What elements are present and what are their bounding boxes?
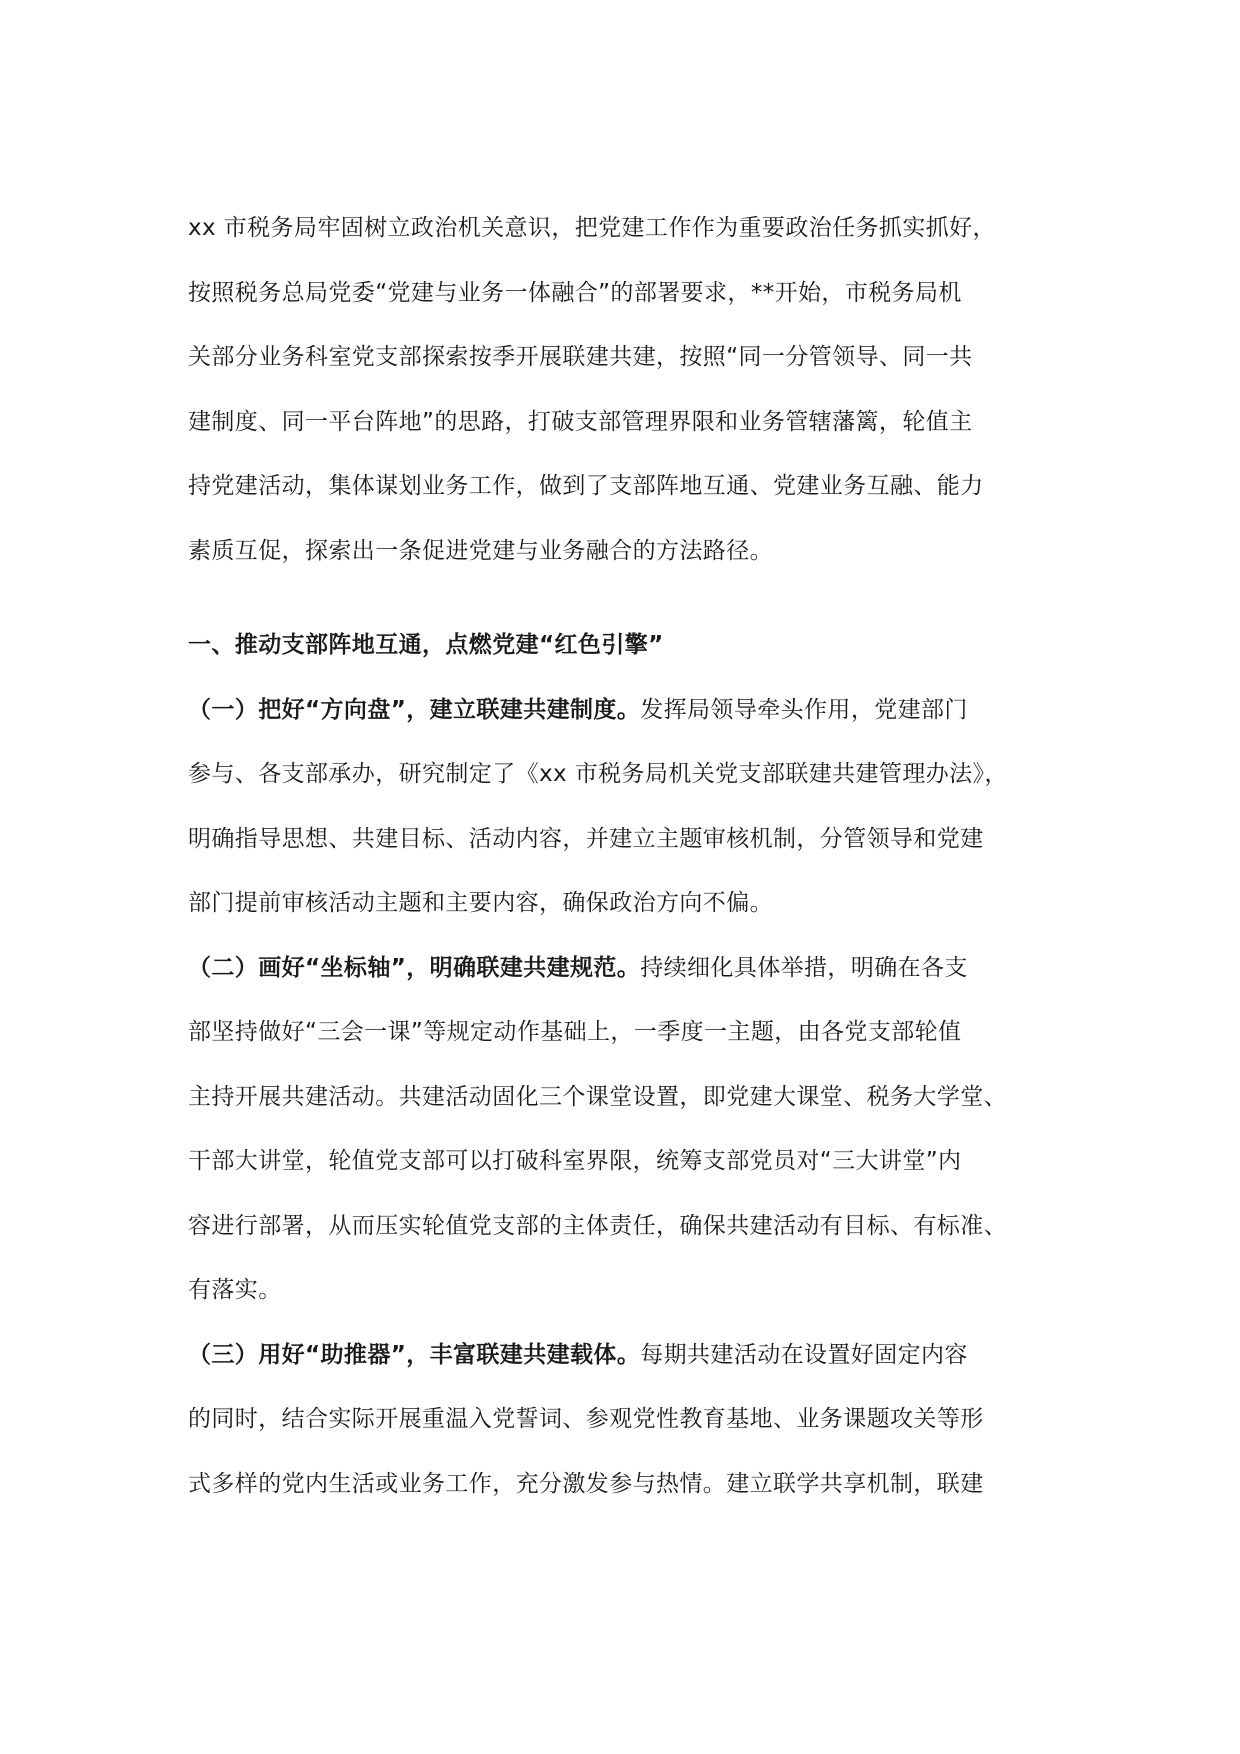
section-heading: 一、推动支部阵地互通，点燃党建“红色引擎” (188, 632, 664, 658)
text-line: 按照税务总局党委“党建与业务一体融合”的部署要求，**开始，市税务局机 (188, 279, 962, 306)
text-line: 部门提前审核活动主题和主要内容，确保政治方向不偏。 (188, 890, 773, 916)
item-2-text: 持续细化具体举措，明确在各支 (640, 954, 968, 981)
text-line: xx 市税务局牢固树立政治机关意识，把党建工作作为重要政治任务抓实抓好， (188, 215, 996, 241)
item-1-heading: （一）把好“方向盘”，建立联建共建制度。 (188, 696, 641, 723)
text-line: 主持开展共建活动。共建活动固化三个课堂设置，即党建大课堂、税务大学堂、 (188, 1083, 1007, 1110)
text-line: 干部大讲堂，轮值党支部可以打破科室界限，统筹支部党员对“三大讲堂”内 (188, 1148, 962, 1174)
item-2-paragraph (188, 936, 1058, 1323)
text-line: 部坚持做好“三会一课”等规定动作基础上，一季度一主题，由各党支部轮值 (188, 1019, 962, 1045)
text-line (188, 936, 1058, 1001)
intro-paragraph (188, 196, 1058, 583)
text-line (188, 1323, 1058, 1388)
text-line (188, 678, 1058, 743)
text-line: 容进行部署，从而压实轮值党支部的主体责任，确保共建活动有目标、有标准、 (188, 1212, 1007, 1239)
document-body (188, 196, 1058, 1516)
item-1-paragraph (188, 678, 1058, 936)
item-3-text: 每期共建活动在设置好固定内容 (640, 1341, 968, 1368)
text-line: 关部分业务科室党支部探索按季开展联建共建，按照“同一分管领导、同一共 (188, 344, 973, 370)
item-3-paragraph (188, 1323, 1058, 1517)
item-1-text: 发挥局领导牵头作用，党建部门 (640, 696, 968, 723)
text-line: 有落实。 (188, 1277, 282, 1303)
text-line: 素质互促，探索出一条促进党建与业务融合的方法路径。 (188, 537, 773, 564)
paragraph-gap (188, 583, 1058, 613)
text-line: 参与、各支部承办，研究制定了《xx 市税务局机关党支部联建共建管理办法》， (188, 761, 1008, 787)
text-line: 建制度、同一平台阵地”的思路，打破支部管理界限和业务管辖藩篱，轮值主 (188, 408, 973, 435)
text-line: 持党建活动，集体谋划业务工作，做到了支部阵地互通、党建业务互融、能力 (188, 473, 984, 499)
text-line: 式多样的党内生活或业务工作，充分激发参与热情。建立联学共享机制，联建 (188, 1470, 984, 1497)
item-3-heading: （三）用好“助推器”，丰富联建共建载体。 (188, 1341, 641, 1368)
item-2-heading: （二）画好“坐标轴”，明确联建共建规范。 (188, 954, 641, 981)
text-line: 的同时，结合实际开展重温入党誓词、参观党性教育基地、业务课题攻关等形 (188, 1406, 984, 1432)
text-line: 明确指导思想、共建目标、活动内容，并建立主题审核机制，分管领导和党建 (188, 825, 984, 852)
